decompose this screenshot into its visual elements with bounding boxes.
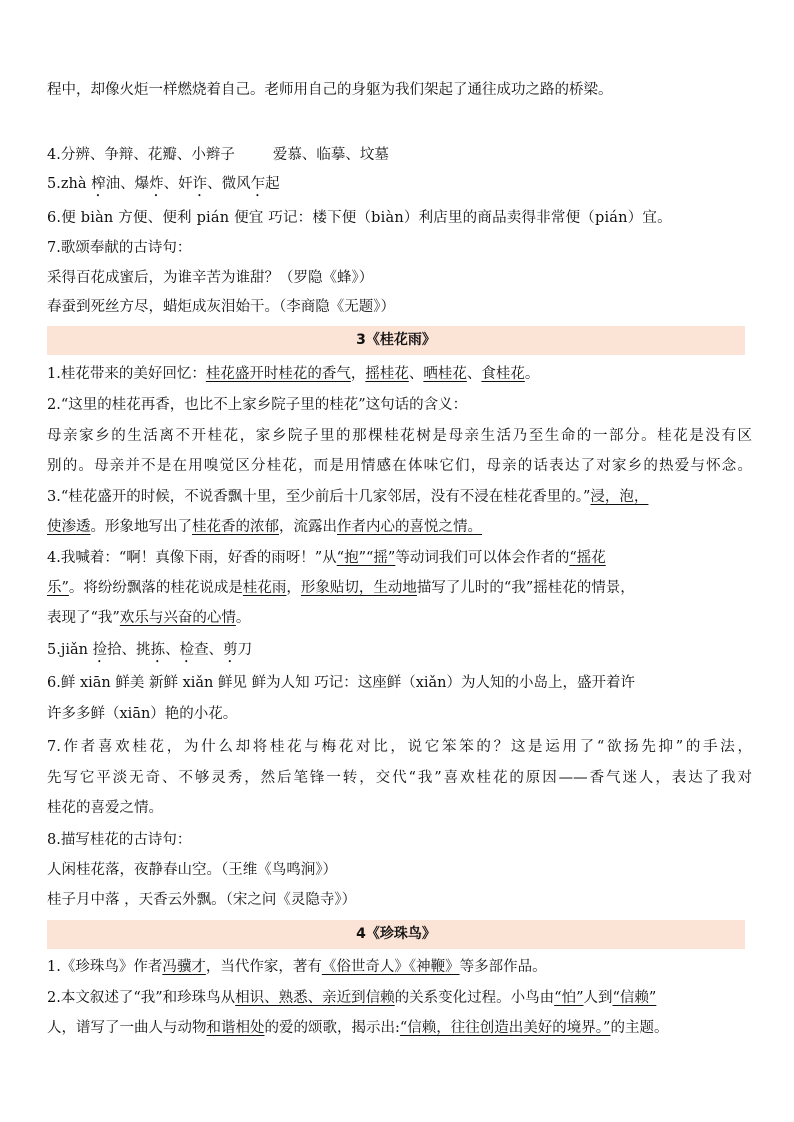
text-span: 拾、挑: [107, 642, 151, 658]
underlined-text: 形象贴切，生动地: [300, 580, 417, 596]
text-line: 7.作者喜欢桂花，为什么却将桂花与梅花对比，说它笨笨的？这是运用了“欲扬先抑”的手法，: [47, 739, 752, 755]
text-line: 许多多鲜（xiān）艳的小花。: [47, 706, 238, 722]
text-line: 母亲家乡的生活离不开桂花，家乡院子里的那棵桂花树是母亲生活乃至生命的一部分。桂花是没有区: [47, 428, 752, 444]
text-span: 1.桂花带来的美好回忆：: [47, 366, 206, 382]
section-heading: 3《桂花雨》: [47, 326, 745, 355]
text-span: 等多部作品。: [459, 959, 547, 975]
text-span: 。形象地写出了: [90, 519, 192, 535]
text-line: 8.描写桂花的古诗句：: [47, 832, 192, 848]
text-line: [47, 640, 752, 666]
underlined-text: “信赖，往往创造出美好的境界。”: [399, 1020, 611, 1036]
text-line: [47, 578, 752, 598]
emphasis-char: 乍: [250, 176, 266, 192]
text-line: [47, 174, 752, 200]
text-line: 2.“这里的桂花再香，也比不上家乡院子里的桂花”这句话的含义：: [47, 397, 468, 413]
text-span: 、微风: [207, 176, 251, 192]
text-span: 、奸: [163, 176, 193, 192]
text-span: 的主题。: [610, 1020, 669, 1036]
text-line: [47, 957, 752, 977]
underlined-text: 晒桂花: [423, 366, 467, 382]
underlined-text: 食桂花: [481, 366, 525, 382]
text-line: 6.便 biàn 方便、便利 pián 便宜 巧记：楼下便（biàn）利店里的商品卖得非常便（pián）宜。: [47, 210, 672, 226]
underlined-text: “怕”: [554, 990, 584, 1006]
underlined-text: 相识、熟悉、亲近到信赖: [235, 990, 395, 1006]
text-span: 1.《珍珠鸟》作者: [47, 959, 163, 975]
text-line: 先写它平淡无奇、不够灵秀，然后笔锋一转，交代“我”喜欢桂花的原因——香气迷人，表达了我对: [47, 770, 752, 786]
poem-line: 春蚕到死丝方尽，蜡炬成灰泪始干。（李商隐《无题》）: [47, 299, 395, 315]
emphasis-char: 诈: [192, 176, 208, 192]
text-span: 的关系变化过程。小鸟由: [394, 990, 555, 1006]
text-line: [47, 145, 752, 165]
text-line: [47, 487, 752, 507]
underlined-text: 冯骥才: [162, 959, 206, 975]
text-line: [47, 517, 752, 537]
text-span: 查、: [194, 642, 224, 658]
text-span: ，流露出: [279, 519, 337, 535]
poem-line: 桂子月中落 ，天香云外飘。（宋之问《灵隐寺》）: [47, 892, 357, 908]
text-span: 、: [466, 366, 482, 382]
text-span: 刀: [237, 642, 253, 658]
underlined-text: 浸，泡，: [590, 489, 649, 505]
underlined-text: 《俗世奇人》《神鞭》: [321, 959, 460, 975]
text-span: 描写了儿时的“我”摇桂花的情景，: [416, 580, 635, 596]
text-line: 程中，却像火炬一样燃烧着自己。老师用自己的身躯为我们架起了通往成功之路的桥梁。: [47, 82, 613, 98]
poem-line: 人闲桂花落，夜静春山空。（王维《鸟鸣涧》）: [47, 862, 337, 878]
text-line: 6.鲜 xiān 鲜美 新鲜 xiǎn 鲜见 鲜为人知 巧记：这座鲜（xiǎn）为人知的小岛上，盛开着许: [47, 675, 635, 691]
text-span: ，: [286, 580, 301, 596]
text-span: ，: [350, 366, 366, 382]
text-line: 桂花的喜爱之情。: [47, 800, 163, 816]
text-span: 。: [235, 610, 251, 626]
emphasis-char: 捡: [92, 642, 108, 658]
emphasis-char: 榨: [91, 176, 106, 192]
text-line: [47, 364, 752, 384]
text-line: 别的。母亲并不是在用嗅觉区分桂花，而是用情感在体味它们，母亲的话表达了对家乡的热爱与怀念。: [47, 458, 752, 474]
text-line: 7.歌颂奉献的古诗句：: [47, 240, 192, 256]
text-span: 起: [265, 176, 280, 192]
emphasis-char: 炸: [149, 176, 164, 192]
underlined-text: 桂花雨: [242, 580, 287, 596]
underlined-text: 摇桂花: [365, 366, 409, 382]
underlined-text: 使渗透: [47, 519, 91, 535]
text-span: 的爱的颂歌，揭示出:: [264, 1020, 400, 1036]
section-heading: 4《珍珠鸟》: [47, 920, 745, 949]
text-span: 5.zhà: [47, 176, 92, 192]
text-span: 人到: [583, 990, 613, 1006]
underlined-text: 和谐相处: [206, 1020, 265, 1036]
text-line: [47, 608, 752, 628]
underlined-text: 桂花香的浓郁: [192, 519, 279, 535]
text-line: [47, 988, 752, 1008]
text-line: [47, 1018, 752, 1038]
text-span: 。: [524, 366, 540, 382]
text-span: 4.我喊着：“啊！真像下雨，好香的雨呀！”从: [47, 550, 337, 566]
text-span: 、: [408, 366, 424, 382]
text-span: 2.本文叙述了“我”和珍珠鸟从: [47, 990, 236, 1006]
text-span: 人，谱写了一曲人与动物: [47, 1020, 207, 1036]
emphasis-char: 拣: [150, 642, 166, 658]
text-span: 3.“桂花盛开的时候，不说香飘十里，至少前后十几家邻居，没有不浸在桂花香里的。”: [47, 489, 591, 505]
underlined-text: 欢乐与兴奋的心情: [119, 610, 236, 626]
text-span: ，当代作家，著有: [205, 959, 322, 975]
underlined-text: “抱”“摇”: [336, 550, 396, 566]
emphasis-char: 剪: [223, 642, 238, 658]
poem-line: 采得百花成蜜后，为谁辛苦为谁甜？（罗隐《蜂》）: [47, 270, 374, 286]
text-span: 爱慕、临摹、坟墓: [272, 147, 389, 163]
underlined-text: “摇花: [569, 550, 606, 566]
text-span: 5.jiǎn: [47, 642, 93, 658]
emphasis-char: 检: [179, 642, 195, 658]
text-line: [47, 548, 752, 568]
text-span: 等动词我们可以体会作者的: [395, 550, 570, 566]
text-span: 油、爆: [105, 176, 150, 192]
text-span: 、: [165, 642, 180, 658]
underlined-text: “信赖”: [612, 990, 657, 1006]
underlined-text: 桂花盛开时桂花的香气: [205, 366, 351, 382]
underlined-text: 作者内心的喜悦之情。: [337, 519, 482, 535]
text-span: 表现了“我”: [47, 610, 120, 626]
text-span: 4.分辨、争辩、花瓣、小辫子: [47, 147, 235, 163]
underlined-text: 乐”: [47, 580, 69, 596]
text-span: 。将纷纷飘落的桂花说成是: [68, 580, 243, 596]
